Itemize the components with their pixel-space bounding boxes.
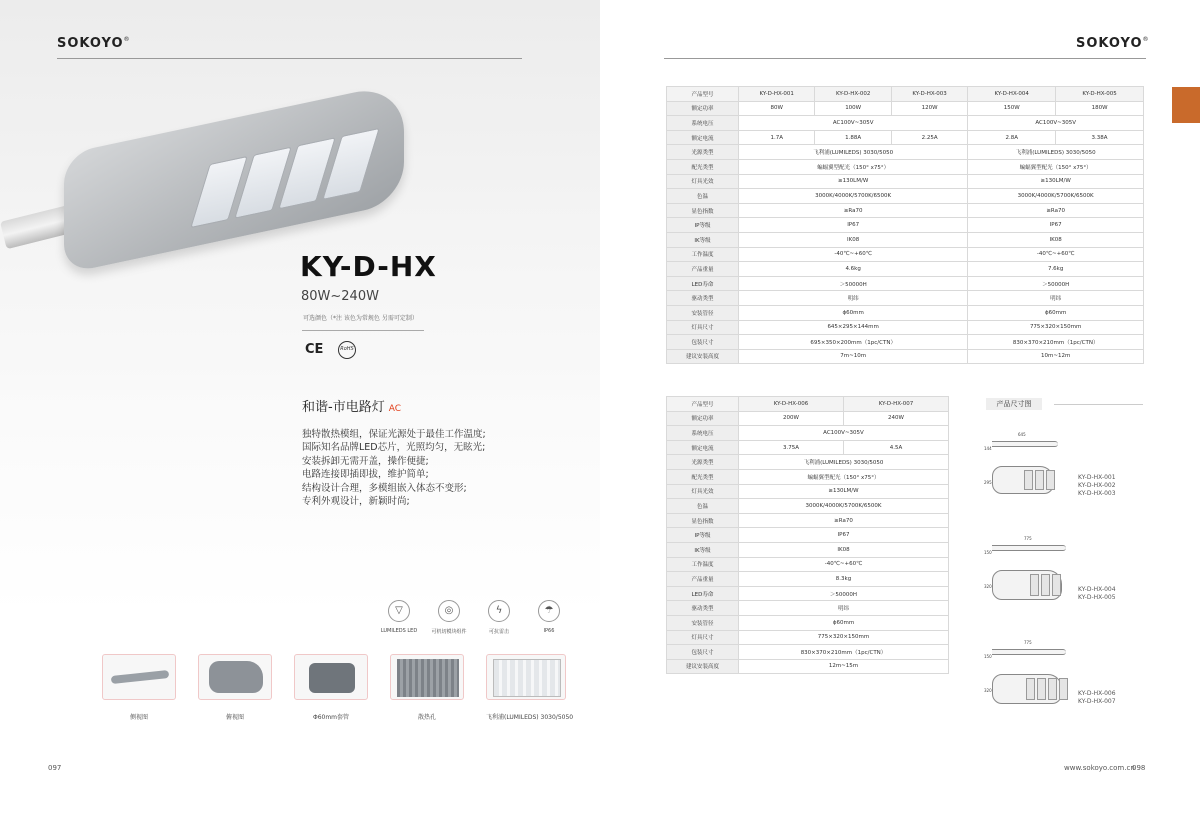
table-cell: 830×370×210mm（1pc/CTN） — [739, 645, 949, 660]
table-row — [667, 189, 1144, 204]
feature-icon-item — [530, 600, 568, 635]
table-row — [667, 291, 1144, 306]
row-label: 额定功率 — [667, 101, 739, 116]
table-row — [667, 659, 949, 674]
table-cell: IP67 — [739, 218, 968, 233]
table-row — [667, 484, 949, 499]
table-cell: KY-D-HX-002 — [815, 87, 891, 102]
table-cell: 明纬 — [739, 601, 949, 616]
table-row — [667, 305, 1144, 320]
table-cell: 4.6kg — [739, 262, 968, 277]
page-number-right: 098 — [1132, 764, 1146, 772]
table-cell: IK08 — [968, 232, 1144, 247]
spec-table-006-007 — [666, 396, 949, 674]
thumbnail-heat-holes — [390, 654, 464, 721]
row-label: LED寿命 — [667, 586, 739, 601]
table-row — [667, 528, 949, 543]
row-label: IK等级 — [667, 542, 739, 557]
table-cell: 830×370×210mm（1pc/CTN） — [968, 335, 1144, 350]
table-row — [667, 572, 949, 587]
table-cell: 3.38A — [1056, 130, 1144, 145]
ce-mark-icon: CE — [305, 342, 324, 357]
thumbnail-caption: Φ60mm套管 — [312, 714, 350, 721]
table-cell: IP67 — [968, 218, 1144, 233]
detail-thumbnails — [102, 654, 574, 721]
feature-icon-label: LUMILEDS LED — [380, 628, 418, 634]
page-number-left: 097 — [48, 764, 62, 772]
table-cell: ≥Ra70 — [739, 513, 949, 528]
table-row — [667, 542, 949, 557]
table-row — [667, 262, 1144, 277]
table-cell: -40℃~+60℃ — [739, 557, 949, 572]
dimension-models — [1078, 690, 1116, 706]
dimension-width: 775 — [1024, 536, 1032, 541]
table-cell: 240W — [843, 411, 948, 426]
feature-item: 独特散热模组，保证光源处于最佳工作温度; — [302, 429, 486, 440]
row-label: 建议安装高度 — [667, 659, 739, 674]
table-cell: -40℃~+60℃ — [739, 247, 968, 262]
table-cell: 1.88A — [815, 130, 891, 145]
feature-item: 国际知名品牌LED芯片，光照均匀，无眩光; — [302, 442, 486, 454]
table-cell: 3000K/4000K/5700K/6500K — [739, 499, 949, 514]
water-drops-icon: ☂ — [538, 600, 560, 622]
table-row — [667, 615, 949, 630]
row-label: 光源类型 — [667, 145, 739, 160]
thumbnail-led-module — [486, 654, 574, 721]
row-label: IP等级 — [667, 528, 739, 543]
dimension-model: KY-D-HX-007 — [1078, 698, 1116, 705]
table-cell: 飞利浦(LUMILEDS) 3030/5050 — [968, 145, 1144, 160]
row-label: 显色指数 — [667, 203, 739, 218]
table-cell: 150W — [968, 101, 1056, 116]
feature-icons — [380, 600, 568, 635]
spec-table-001-005 — [666, 86, 1144, 364]
table-row — [667, 601, 949, 616]
table-row — [667, 335, 1144, 350]
series-title — [302, 396, 401, 415]
dimension-model: KY-D-HX-006 — [1078, 690, 1116, 697]
color-note: 可选颜色（*注 该色为常规色 另需可定制） — [303, 315, 418, 322]
dimension-width: 775 — [1024, 640, 1032, 645]
table-cell: AC100V~305V — [739, 426, 949, 441]
feature-icon-label: 可机切模块组件 — [431, 629, 467, 635]
feature-item: 结构设计合理，多模组嵌入体态不变形; — [302, 482, 467, 494]
led-panel-drawing — [1030, 574, 1061, 596]
table-row — [667, 397, 949, 412]
table-row — [667, 455, 949, 470]
table-cell: 10m~12m — [968, 349, 1144, 364]
table-cell: 飞利浦(LUMILEDS) 3030/5050 — [739, 145, 968, 160]
series-name: 和谐-市电路灯 — [302, 400, 385, 415]
lightning-icon: ϟ — [488, 600, 510, 622]
table-cell: 12m~15m — [739, 659, 949, 674]
brand-name: SOKOYO — [1076, 36, 1143, 51]
table-row — [667, 349, 1144, 364]
table-row — [667, 232, 1144, 247]
table-cell: 775×320×150mm — [968, 320, 1144, 335]
thumbnail-sleeve — [294, 654, 368, 721]
table-cell: ϕ60mm — [968, 305, 1144, 320]
corner-tab — [1172, 87, 1200, 123]
table-cell: IK08 — [739, 542, 949, 557]
table-cell: 2.8A — [968, 130, 1056, 145]
table-row — [667, 174, 1144, 189]
row-label: 安装管径 — [667, 305, 739, 320]
table-row — [667, 469, 949, 484]
row-label: 产品重量 — [667, 572, 739, 587]
table-cell: 1.7A — [739, 130, 815, 145]
row-label: 配光类型 — [667, 159, 739, 174]
row-label: 额定电流 — [667, 130, 739, 145]
table-cell: ＞50000H — [739, 276, 968, 291]
row-label: 驱动类型 — [667, 291, 739, 306]
row-label: 灯具光效 — [667, 174, 739, 189]
table-cell: 7m~10m — [739, 349, 968, 364]
feature-list — [302, 428, 486, 508]
table-cell: 明纬 — [968, 291, 1144, 306]
table-row — [667, 630, 949, 645]
row-label: 包装尺寸 — [667, 645, 739, 660]
table-cell: 2.25A — [891, 130, 967, 145]
row-label: 系统电压 — [667, 116, 739, 131]
row-label: 包装尺寸 — [667, 335, 739, 350]
row-label: 配光类型 — [667, 469, 739, 484]
dimension-model: KY-D-HX-005 — [1078, 594, 1116, 601]
row-label: 额定电流 — [667, 440, 739, 455]
feature-item: 电路连接即插即拔，维护简单; — [302, 469, 429, 481]
table-row — [667, 320, 1144, 335]
row-label: 色温 — [667, 189, 739, 204]
website-url: www.sokoyo.com.cn — [1064, 764, 1135, 772]
brand-name: SOKOYO — [57, 36, 124, 51]
table-row — [667, 159, 1144, 174]
table-cell: 200W — [739, 411, 844, 426]
title-rule — [302, 330, 424, 331]
feature-icon-item — [380, 600, 418, 635]
row-label: 安装管径 — [667, 615, 739, 630]
feature-icon-label: 可抗雷击 — [488, 629, 509, 635]
table-cell: ＞50000H — [968, 276, 1144, 291]
row-label: 灯具尺寸 — [667, 320, 739, 335]
side-view-drawing — [992, 441, 1058, 447]
table-cell: 4.5A — [843, 440, 948, 455]
table-cell: ＞50000H — [739, 586, 949, 601]
dimensions-title: 产品尺寸图 — [986, 398, 1042, 410]
table-row — [667, 513, 949, 528]
table-cell: -40℃~+60℃ — [968, 247, 1144, 262]
table-cell: AC100V~305V — [968, 116, 1144, 131]
power-range: 80W~240W — [301, 289, 379, 304]
table-cell: 明纬 — [739, 291, 968, 306]
table-row — [667, 586, 949, 601]
dimension-depth: 295 — [984, 480, 992, 485]
dimensions-rule — [1054, 404, 1143, 405]
table-cell: 180W — [1056, 101, 1144, 116]
thumbnail-caption: 飞利浦(LUMILEDS) 3030/5050 — [486, 714, 574, 721]
row-label: 灯具光效 — [667, 484, 739, 499]
angle-adjust-icon: ◎ — [438, 600, 460, 622]
table-cell: KY-D-HX-007 — [843, 397, 948, 412]
feature-item: 专利外观设计，新颖时尚; — [302, 496, 410, 508]
table-row — [667, 87, 1144, 102]
table-cell: IK08 — [739, 232, 968, 247]
side-view-drawing — [992, 545, 1066, 551]
header-rule — [57, 58, 522, 59]
table-cell: 蝙蝠翼型配光（150° x75°） — [968, 159, 1144, 174]
table-row — [667, 440, 949, 455]
series-tag: AC — [388, 404, 401, 414]
table-row — [667, 203, 1144, 218]
table-row — [667, 411, 949, 426]
row-label: 额定功率 — [667, 411, 739, 426]
side-view-drawing — [992, 649, 1066, 655]
table-cell: KY-D-HX-004 — [968, 87, 1056, 102]
model-title: KY-D-HX — [300, 250, 437, 283]
row-label: 显色指数 — [667, 513, 739, 528]
table-cell: 蝙蝠翼型配光（150° x75°） — [739, 469, 949, 484]
row-label: 产品型号 — [667, 87, 739, 102]
row-label: LED寿命 — [667, 276, 739, 291]
table-row — [667, 218, 1144, 233]
row-label: 色温 — [667, 499, 739, 514]
led-chip-icon: ▽ — [388, 600, 410, 622]
dimension-depth: 320 — [984, 584, 992, 589]
table-cell: 645×295×144mm — [739, 320, 968, 335]
dimension-depth: 320 — [984, 688, 992, 693]
dimension-model: KY-D-HX-002 — [1078, 482, 1116, 489]
table-cell: 775×320×150mm — [739, 630, 949, 645]
table-cell: AC100V~305V — [739, 116, 968, 131]
row-label: 工作温度 — [667, 557, 739, 572]
dimension-models — [1078, 474, 1116, 498]
thumbnail-caption: 散热孔 — [417, 714, 436, 721]
table-cell: ϕ60mm — [739, 615, 949, 630]
row-label: IK等级 — [667, 232, 739, 247]
table-cell: KY-D-HX-006 — [739, 397, 844, 412]
table-row — [667, 276, 1144, 291]
table-row — [667, 101, 1144, 116]
table-cell: ϕ60mm — [739, 305, 968, 320]
feature-item: 安装拆卸无需开盖，操作便捷; — [302, 455, 429, 467]
table-cell: ≥130LM/W — [968, 174, 1144, 189]
brand-logo: SOKOYO® — [57, 36, 131, 51]
row-label: 系统电压 — [667, 426, 739, 441]
thumbnail-top-view — [198, 654, 272, 721]
row-label: 工作温度 — [667, 247, 739, 262]
row-label: 产品型号 — [667, 397, 739, 412]
thumbnail-caption: 侧视图 — [129, 714, 148, 721]
table-cell: 3000K/4000K/5700K/6500K — [739, 189, 968, 204]
dimension-model: KY-D-HX-001 — [1078, 474, 1116, 481]
feature-icon-item — [480, 600, 518, 635]
thumbnail-side-view — [102, 654, 176, 721]
table-row — [667, 645, 949, 660]
table-cell: 120W — [891, 101, 967, 116]
row-label: 光源类型 — [667, 455, 739, 470]
thumbnail-caption: 俯视图 — [225, 714, 244, 721]
feature-icon-label: IP66 — [543, 628, 555, 634]
table-cell: IP67 — [739, 528, 949, 543]
table-row — [667, 116, 1144, 131]
row-label: 产品重量 — [667, 262, 739, 277]
dimension-model: KY-D-HX-004 — [1078, 586, 1116, 593]
table-cell: 3000K/4000K/5700K/6500K — [968, 189, 1144, 204]
table-cell: 蝙蝠翼型配光（150° x75°） — [739, 159, 968, 174]
table-cell: 3.75A — [739, 440, 844, 455]
header-rule — [664, 58, 1146, 59]
table-cell: 7.6kg — [968, 262, 1144, 277]
row-label: 灯具尺寸 — [667, 630, 739, 645]
table-cell: 100W — [815, 101, 891, 116]
table-cell: ≥130LM/W — [739, 174, 968, 189]
brand-logo: SOKOYO® — [1076, 36, 1150, 51]
dimension-width: 645 — [1018, 432, 1026, 437]
row-label: IP等级 — [667, 218, 739, 233]
table-cell: 695×350×200mm（1pc/CTN） — [739, 335, 968, 350]
table-row — [667, 557, 949, 572]
table-cell: ≥Ra70 — [739, 203, 968, 218]
table-row — [667, 145, 1144, 160]
table-row — [667, 130, 1144, 145]
dimension-model: KY-D-HX-003 — [1078, 490, 1116, 497]
table-row — [667, 426, 949, 441]
dimension-models — [1078, 586, 1116, 602]
table-cell: KY-D-HX-003 — [891, 87, 967, 102]
led-panel-drawing — [1026, 678, 1068, 700]
led-panel-drawing — [1024, 470, 1055, 490]
row-label: 驱动类型 — [667, 601, 739, 616]
table-row — [667, 247, 1144, 262]
table-cell: 8.3kg — [739, 572, 949, 587]
dimension-height: 150 — [984, 550, 992, 555]
feature-icon-item — [430, 600, 468, 635]
table-row — [667, 499, 949, 514]
table-cell: KY-D-HX-005 — [1056, 87, 1144, 102]
row-label: 建议安装高度 — [667, 349, 739, 364]
table-cell: KY-D-HX-001 — [739, 87, 815, 102]
dimension-height: 144 — [984, 446, 992, 451]
table-cell: ≥Ra70 — [968, 203, 1144, 218]
dimension-height: 150 — [984, 654, 992, 659]
table-cell: 80W — [739, 101, 815, 116]
table-cell: 飞利浦(LUMILEDS) 3030/5050 — [739, 455, 949, 470]
rohs-mark-icon: RoHS — [338, 341, 356, 359]
table-cell: ≥130LM/W — [739, 484, 949, 499]
